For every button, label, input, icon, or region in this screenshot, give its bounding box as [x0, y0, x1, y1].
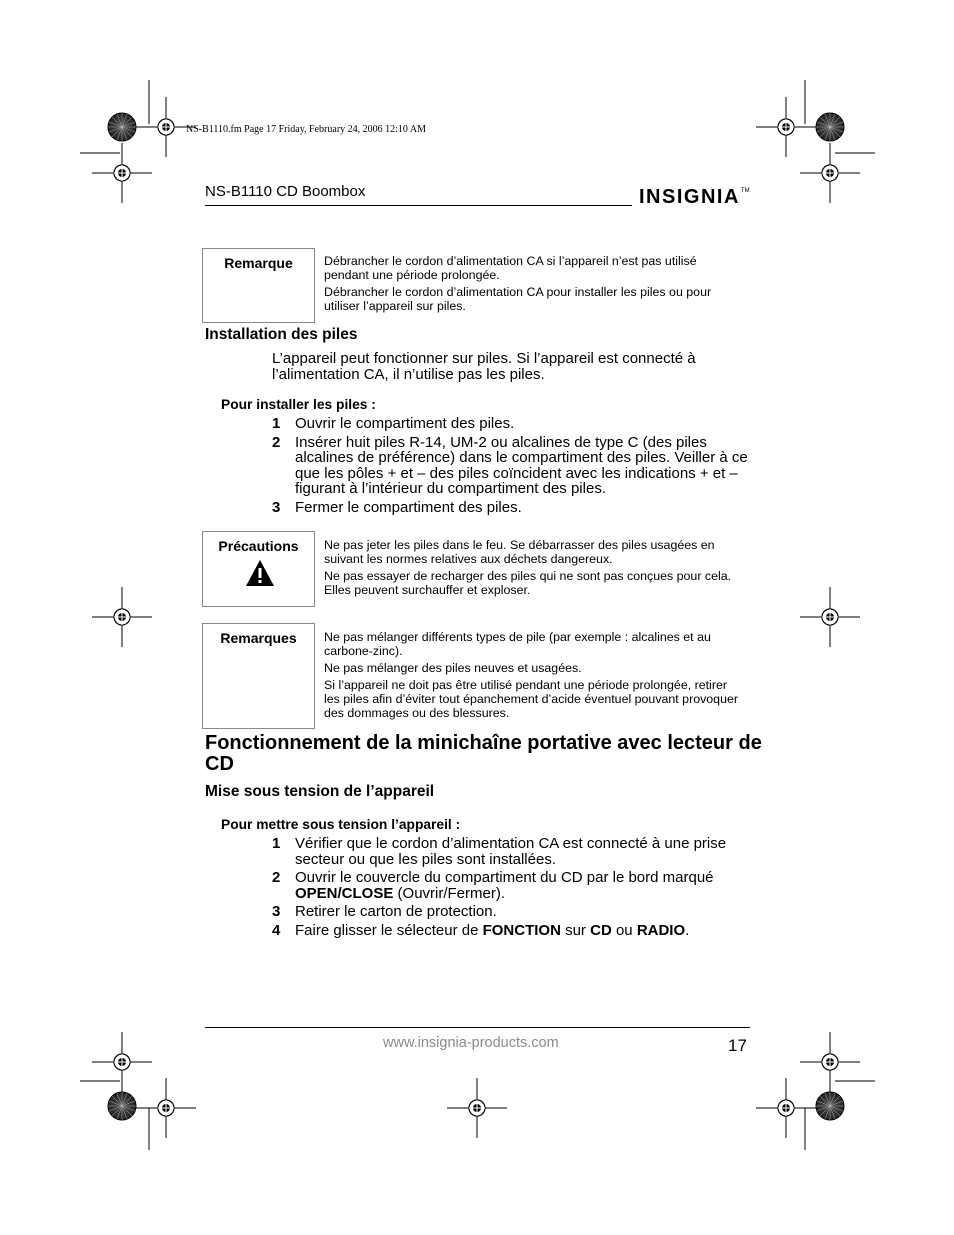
note-line: Ne pas mélanger des piles neuves et usagées. [324, 661, 582, 675]
step-number: 2 [272, 869, 281, 886]
step-number: 1 [272, 835, 281, 852]
warning-triangle-icon [245, 559, 275, 587]
note-line: Débrancher le cordon d’alimentation CA pour installer les piles ou pour utiliser l’appareil sur piles. [324, 285, 712, 313]
caution-line: Ne pas essayer de recharger des piles qui ne sont pas conçues pour cela. Elles peuvent surchauffer et exploser. [324, 569, 732, 597]
step-text: Faire glisser le sélecteur de [295, 921, 483, 939]
note-label: Remarque [224, 255, 293, 271]
section-heading-batteries: Installation des piles [205, 326, 358, 343]
step-text: Ouvrir le compartiment des piles. [295, 415, 515, 432]
note-line: Débrancher le cordon d’alimentation CA si l’appareil n’est pas utilisé pendant une période prolongée. [324, 254, 697, 282]
note-text [324, 254, 744, 316]
caution-text [324, 538, 744, 600]
list-item [272, 500, 750, 516]
subheading-power-on: Mise sous tension de l’appareil [205, 783, 435, 800]
step-text: Fermer le compartiment des piles. [295, 498, 522, 516]
insignia-logo [639, 186, 749, 209]
notes-box [202, 623, 315, 729]
battery-steps [272, 416, 750, 518]
step-bold-text: OPEN/CLOSE [295, 884, 394, 902]
step-text: Insérer huit piles R-14, UM-2 ou alcalines de type C (des piles alcalines de préférence) dans le compartiment des piles. Veiller à ce que les pôles + et – des piles coïncident avec les indications + et – figurant à l’intérieur du compartiment des piles. [295, 433, 748, 497]
step-number: 3 [272, 903, 281, 920]
list-item [272, 923, 750, 939]
list-item [272, 870, 750, 901]
step-text: sur [560, 921, 591, 939]
step-number: 4 [272, 921, 281, 939]
step-number: 1 [272, 415, 281, 432]
step-bold-text: CD [590, 921, 612, 939]
step-text: Retirer le carton de protection. [295, 903, 497, 920]
step-text: Vérifier que le cordon d’alimentation CA est connecté à une prise secteur ou que les piles sont installées. [295, 835, 727, 868]
print-info: NS-B1110.fm Page 17 Friday, February 24, 2006 12:10 AM [186, 124, 426, 135]
notes-text [324, 630, 744, 723]
list-item [272, 416, 750, 432]
footer-url: www.insignia-products.com [383, 1035, 559, 1051]
procedure-heading-batteries: Pour installer les piles : [221, 397, 376, 412]
note-line: Si l’appareil ne doit pas être utilisé pendant une période prolongée, retirer les piles afin d’éviter tout épanchement d’acide éventuel pouvant provoquer des dommages ou des blessures. [324, 678, 738, 720]
step-text: . [685, 921, 690, 939]
battery-intro: L’appareil peut fonctionner sur piles. Si l’appareil est connecté à l’alimentation CA, il n’utilise pas les piles. [272, 350, 696, 383]
header-title: NS-B1110 CD Boombox [205, 183, 366, 200]
note-box [202, 248, 315, 323]
notes-label: Remarques [220, 630, 297, 646]
power-on-steps [272, 836, 750, 941]
list-item [272, 904, 750, 920]
step-number: 2 [272, 433, 281, 451]
list-item [272, 836, 750, 867]
caution-label: Précautions [218, 538, 299, 554]
step-text: (Ouvrir/Fermer). [393, 884, 506, 902]
header-rule [205, 205, 632, 206]
caution-line: Ne pas jeter les piles dans le feu. Se débarrasser des piles usagées en suivant les normes relatives aux déchets dangereux. [324, 538, 715, 566]
step-text: ou [611, 921, 637, 939]
step-text: Ouvrir le couvercle du compartiment du CD par le bord marqué [295, 869, 714, 886]
procedure-heading-power-on: Pour mettre sous tension l’appareil : [221, 817, 461, 832]
section-heading-operation: Fonctionnement de la minichaîne portative avec lecteur de CD [205, 732, 762, 775]
step-bold-text: RADIO [636, 921, 686, 939]
step-number: 3 [272, 498, 281, 516]
list-item [272, 435, 750, 497]
logo-text: INSIGNIA [639, 186, 740, 208]
footer-rule [205, 1027, 750, 1028]
step-bold-text: FONCTION [482, 921, 561, 939]
page-number: 17 [728, 1036, 747, 1055]
note-line: Ne pas mélanger différents types de pile (par exemple : alcalines et au carbone-zinc). [324, 630, 711, 658]
logo-trademark: TM [740, 188, 750, 194]
